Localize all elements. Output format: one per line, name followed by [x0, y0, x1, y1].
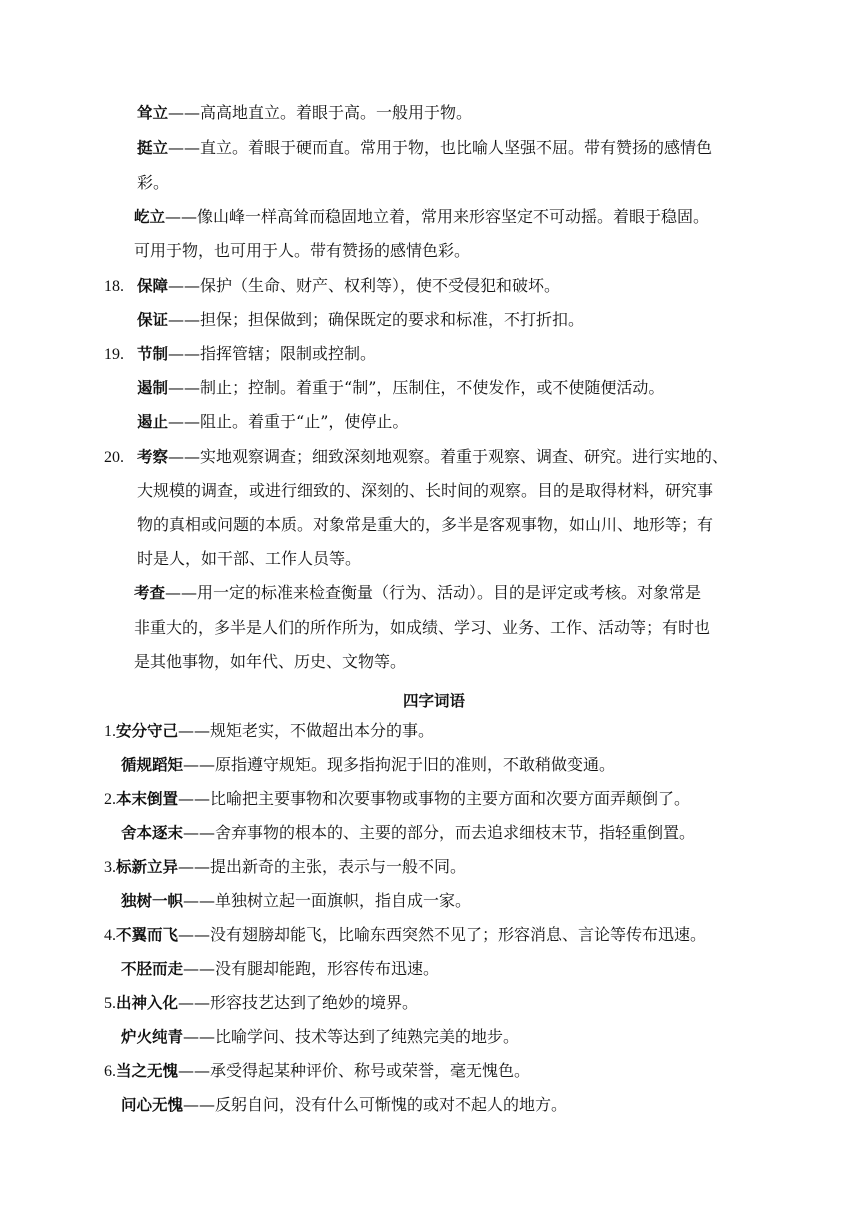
- idiom-definition: ——单独树立起一面旗帜，指自成一家。: [183, 891, 472, 910]
- entry-term: 耸立: [137, 104, 169, 122]
- idiom-term: 安分守己: [116, 722, 179, 740]
- idiom-item-5-related: [121, 1027, 519, 1049]
- entry-definition: ——高高地直立。着眼于高。一般用于物。: [168, 103, 473, 122]
- entry-definition: ——用一定的标准来检查衡量（行为、活动）。目的是评定或考核。对象常是: [165, 583, 702, 602]
- idiom-definition: ——承受得起某种评价、称号或荣誉，毫无愧色。: [178, 1061, 531, 1080]
- idiom-item-3: [104, 857, 466, 879]
- group-number: 18.: [104, 278, 124, 295]
- idiom-item-2-related: [121, 823, 695, 845]
- idiom-term: 不胫而走: [121, 960, 184, 978]
- group-number: 19.: [104, 346, 124, 363]
- entry-yili: [134, 207, 709, 229]
- idiom-item-1: [104, 721, 434, 743]
- entry-term: 挺立: [137, 139, 169, 157]
- entry-term: 考查: [134, 584, 166, 602]
- idiom-item-4: [104, 925, 706, 947]
- item-number: 1.: [104, 723, 116, 740]
- entry-ezhi-control: [137, 378, 664, 400]
- idiom-term: 本末倒置: [116, 790, 179, 808]
- idiom-item-1-related: [121, 755, 615, 777]
- idiom-definition: ——比喻把主要事物和次要事物或事物的主要方面和次要方面弄颠倒了。: [178, 789, 691, 808]
- idiom-item-5: [104, 993, 418, 1015]
- entry-definition: ——指挥管辖；限制或控制。: [168, 344, 377, 363]
- entry-kaocha-examine-continued-1: 非重大的，多半是人们的所作所为，如成绩、学习、业务、工作、活动等；有时也: [134, 618, 711, 637]
- idiom-definition: ——规矩老实，不做超出本分的事。: [178, 721, 435, 740]
- idiom-definition: ——反躬自问，没有什么可惭愧的或对不起人的地方。: [183, 1095, 568, 1114]
- entry-songli: [137, 103, 472, 125]
- entry-term: 屹立: [134, 208, 166, 226]
- entry-term: 保障: [137, 277, 169, 295]
- entry-term: 遏止: [137, 413, 169, 431]
- entry-kaocha-observe: [137, 447, 728, 469]
- idiom-term: 出神入化: [116, 994, 179, 1012]
- item-number: 2.: [104, 791, 116, 808]
- group-18: [104, 276, 124, 298]
- item-number: 4.: [104, 927, 116, 944]
- entry-tingli-continued: 彩。: [137, 173, 170, 192]
- idiom-definition: ——没有翅膀却能飞，比喻东西突然不见了；形容消息、言论等传布迅速。: [178, 925, 707, 944]
- idiom-term: 标新立异: [116, 858, 179, 876]
- item-number: 5.: [104, 995, 116, 1012]
- entry-definition: ——像山峰一样高耸而稳固地立着，常用来形容坚定不可动摇。着眼于稳固。: [165, 207, 710, 226]
- idiom-definition: ——没有腿却能跑，形容传布迅速。: [183, 959, 440, 978]
- item-number: 6.: [104, 1063, 116, 1080]
- entry-yili-continued: 可用于物，也可用于人。带有赞扬的感情色彩。: [134, 241, 471, 260]
- idiom-definition: ——原指遵守规矩。现多指拘泥于旧的准则，不敢稍做变通。: [183, 755, 616, 774]
- entry-kaocha-observe-continued-3: 时是人，如干部、工作人员等。: [137, 549, 362, 568]
- entry-definition: ——保护（生命、财产、权利等），使不受侵犯和破坏。: [168, 276, 561, 295]
- idiom-term: 炉火纯青: [121, 1028, 184, 1046]
- idiom-definition: ——比喻学问、技术等达到了纯熟完美的地步。: [183, 1027, 520, 1046]
- idiom-term: 问心无愧: [121, 1096, 184, 1114]
- idiom-term: 不翼而飞: [116, 926, 179, 944]
- idiom-term: 循规蹈矩: [121, 756, 184, 774]
- idiom-item-2: [104, 789, 690, 811]
- entry-term: 保证: [137, 311, 169, 329]
- idiom-item-6: [104, 1061, 530, 1083]
- idiom-term: 当之无愧: [116, 1062, 179, 1080]
- entry-jiezhi: [137, 344, 376, 366]
- entry-definition: ——担保；担保做到；确保既定的要求和标准，不打折扣。: [168, 310, 585, 329]
- entry-baozhang: [137, 276, 560, 298]
- entry-tingli: [137, 138, 712, 160]
- entry-term: 节制: [137, 345, 169, 363]
- idiom-definition: ——形容技艺达到了绝妙的境界。: [178, 993, 419, 1012]
- idiom-definition: ——提出新奇的主张，表示与一般不同。: [178, 857, 467, 876]
- idiom-term: 舍本逐末: [121, 824, 184, 842]
- idiom-term: 独树一帜: [121, 892, 184, 910]
- entry-definition: ——制止；控制。着重于“制”，压制住，不使发作，或不使随便活动。: [168, 378, 665, 397]
- entry-kaocha-examine-continued-2: 是其他事物，如年代、历史、文物等。: [134, 652, 407, 671]
- entry-kaocha-observe-continued-2: 物的真相或问题的本质。对象常是重大的，多半是客观事物，如山川、地形等；有: [137, 515, 714, 534]
- idiom-item-4-related: [121, 959, 439, 981]
- idiom-definition: ——舍弃事物的根本的、主要的部分，而去追求细枝末节，指轻重倒置。: [183, 823, 696, 842]
- entry-term: 考察: [137, 448, 169, 466]
- entry-ezhi-stop: [137, 412, 408, 434]
- group-number: 20.: [104, 449, 124, 466]
- group-19: [104, 344, 124, 366]
- entry-definition: ——实地观察调查；细致深刻地观察。着重于观察、调查、研究。进行实地的、: [168, 447, 729, 466]
- group-20: [104, 447, 124, 469]
- entry-baozheng: [137, 310, 584, 332]
- section-heading: 四字词语: [402, 692, 465, 710]
- idiom-item-3-related: [121, 891, 471, 913]
- item-number: 3.: [104, 859, 116, 876]
- entry-definition: ——阻止。着重于“止”，使停止。: [168, 412, 409, 431]
- entry-term: 遏制: [137, 379, 169, 397]
- entry-kaocha-observe-continued-1: 大规模的调查，或进行细致的、深刻的、长时间的观察。目的是取得材料，研究事: [137, 481, 714, 500]
- entry-definition: ——直立。着眼于硬而直。常用于物，也比喻人坚强不屈。带有赞扬的感情色: [168, 138, 713, 157]
- idiom-item-6-related: [121, 1095, 567, 1117]
- entry-kaocha-examine: [134, 583, 701, 605]
